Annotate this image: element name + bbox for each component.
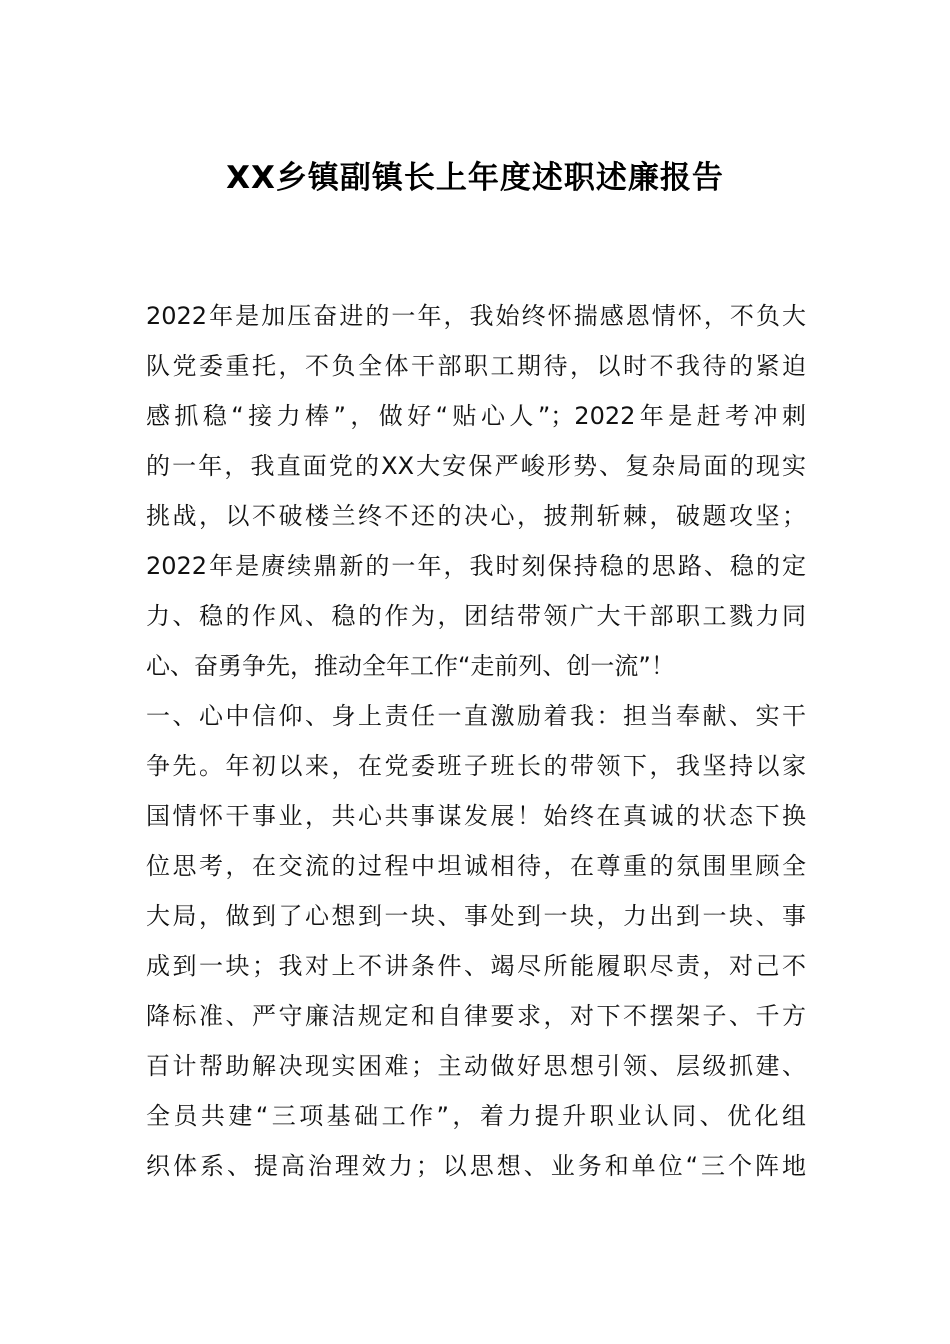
body-line: 位思考，在交流的过程中坦诚相待，在尊重的氛围里顾全 (146, 852, 806, 880)
body-line: 2022年是加压奋进的一年，我始终怀揣感恩情怀，不负大 (146, 302, 806, 330)
body-line: 织体系、提高治理效力；以思想、业务和单位“三个阵地 (146, 1152, 806, 1180)
body-line: 国情怀干事业，共心共事谋发展！始终在真诚的状态下换 (146, 802, 806, 830)
body-line: 成到一块；我对上不讲条件、竭尽所能履职尽责，对己不 (146, 952, 806, 980)
document-body (146, 291, 806, 1191)
body-line: 力、稳的作风、稳的作为，团结带领广大干部职工戮力同 (146, 602, 806, 630)
body-line: 感抓稳“接力棒”，做好“贴心人”；2022年是赶考冲刺 (146, 402, 806, 430)
body-line: 降标准、严守廉洁规定和自律要求，对下不摆架子、千方 (146, 1002, 806, 1030)
body-line: 2022年是赓续鼎新的一年，我时刻保持稳的思路、稳的定 (146, 552, 806, 580)
body-line: 的一年，我直面党的XX大安保严峻形势、复杂局面的现实 (146, 452, 806, 480)
body-line: 心、奋勇争先，推动全年工作“走前列、创一流”！ (146, 652, 675, 680)
body-line: 百计帮助解决现实困难；主动做好思想引领、层级抓建、 (146, 1052, 806, 1080)
section-heading-line: 一、心中信仰、身上责任一直激励着我：担当奉献、实干 (146, 702, 806, 730)
document-title: XX乡镇副镇长上年度述职述廉报告 (226, 160, 724, 196)
body-line: 全员共建“三项基础工作”，着力提升职业认同、优化组 (146, 1102, 806, 1130)
body-line: 挑战，以不破楼兰终不还的决心，披荆斩棘，破题攻坚； (146, 502, 806, 530)
body-line: 大局，做到了心想到一块、事处到一块，力出到一块、事 (146, 902, 806, 930)
body-line: 争先。年初以来，在党委班子班长的带领下，我坚持以家 (146, 752, 806, 780)
body-line: 队党委重托，不负全体干部职工期待，以时不我待的紧迫 (146, 352, 806, 380)
